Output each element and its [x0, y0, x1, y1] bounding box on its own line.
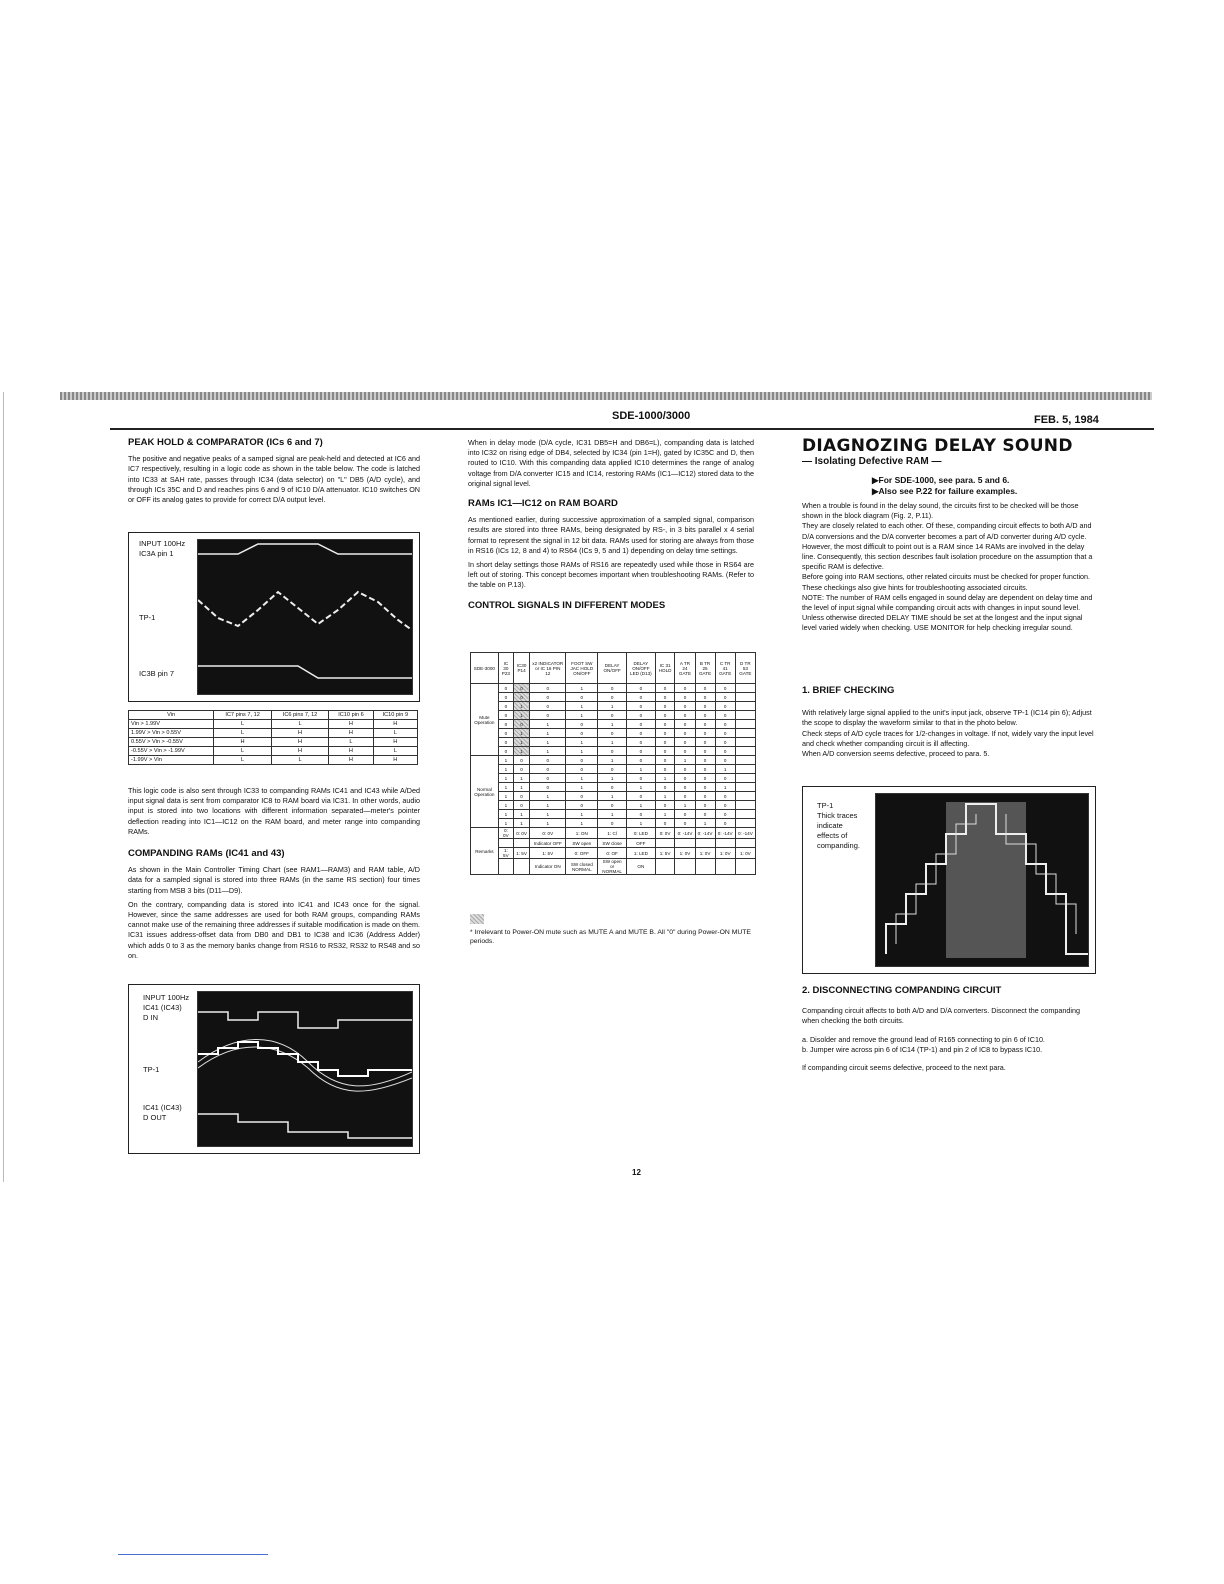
table-row: -0.55V > Vin > -1.99V L H H L [129, 747, 418, 756]
table-header: IC6 pins 7, 12 [271, 711, 328, 720]
table-header: SDE-3000 [471, 653, 499, 684]
scope-label: effects of [817, 831, 848, 840]
paragraph: When A/D conversion seems defective, proceed to para. 5. [802, 749, 990, 759]
table-row: 0 1 1 1 0 0 0 0 0 0 [471, 747, 756, 756]
table-row: Mute Operation 0 0 0 1 0 0 0 0 0 0 [471, 684, 756, 693]
left-column [128, 438, 420, 509]
table-row: 1 0 1 0 1 0 1 0 0 0 [471, 792, 756, 801]
table-header: IC10 pin 9 [373, 711, 417, 720]
table-row: Vin > 1.99V L L H H [129, 720, 418, 729]
paragraph: The positive and negative peaks of a samped signal are peak-held and detected at IC6 and IC7 respectively, resulting in a logic code as shown in the table below. The code is latched into IC33 at SAH rate, passes through IC34 (data selector) on "L" DB5 (A/D cycle), and through ICs 35C and D and reaches pins 6 and 9 of IC10 D/A attenuator. IC10 switches ON or OFF its analog gates to provide for correct D/A output level. [128, 454, 420, 505]
table-header: C TR 41 GATE [715, 653, 735, 684]
table-row: Indicator ON SW closed NORMAL SW open or NORMAL ON [471, 859, 756, 875]
table-header: IC 31 HOLD [655, 653, 675, 684]
table-header: A TR 24 GATE [675, 653, 695, 684]
left-column-lower [128, 786, 420, 965]
heading-disconnecting: 2. DISCONNECTING COMPANDING CIRCUIT [802, 985, 1002, 996]
middle-column [468, 438, 754, 617]
heading-peak-hold: PEAK HOLD & COMPARATOR (ICs 6 and 7) [128, 437, 323, 448]
scope-label: INPUT 100Hz [139, 539, 186, 548]
scope-label: D IN [143, 1013, 158, 1022]
step-b: b. Jumper wire across pin 6 of IC14 (TP-1) and pin 2 of IC8 to bypass IC10. [802, 1044, 1043, 1054]
heading-rams-board: RAMs IC1—IC12 on RAM BOARD [468, 498, 618, 510]
table-row: 0 1 1 1 1 0 0 0 0 0 [471, 738, 756, 747]
table-header: IC 30 P23 [498, 653, 513, 684]
scope-photo-1 [128, 532, 420, 702]
scope-label: IC41 (IC43) [143, 1103, 182, 1112]
scope-label: indicate [817, 821, 843, 830]
table-row: 1 1 1 1 1 0 1 0 0 0 [471, 810, 756, 819]
paragraph: When a trouble is found in the delay sound, the circuits first to be checked will be those shown in the block diagram (Fig. 2, P.11). [802, 501, 1079, 521]
table-row: 1: 5V 1: 5V 1: 5V 0: OFF 0: OF 1: LED 1: 5V 1: 0V 1: 0V 1: 0V 1: 0V [471, 848, 756, 859]
paragraph: In short delay settings those RAMs of RS16 are repeatedly used while those in RS64 are left out of storing. This concept becomes important when troubleshooting RAMs. (Refer to the table on P.13). [468, 560, 754, 590]
scope-label: IC3A pin 1 [139, 549, 174, 558]
waveform-trace [198, 992, 412, 1146]
control-signals-table [470, 652, 756, 875]
table-row: 0 0 1 0 1 0 0 0 0 0 [471, 720, 756, 729]
table-header: IC10 pin 6 [329, 711, 373, 720]
table-row: Normal Operation 1 0 0 0 1 0 0 1 0 0 [471, 756, 756, 765]
top-band [60, 392, 1152, 400]
paragraph: Before going into RAM sections, other related circuits must be checked for proper function. These checkings also give hints for troubleshooting associated circuits. [802, 572, 1091, 592]
row-group-label: Normal Operation [471, 756, 499, 828]
table-header: D TR 53 GATE [735, 653, 755, 684]
waveform-trace [198, 540, 412, 694]
header-title: SDE-1000/3000 [612, 410, 691, 422]
scope-screen [197, 991, 413, 1147]
step-a: a. Disolder and remove the ground lead of R165 connecting to pin 6 of IC10. [802, 1034, 1045, 1044]
header-date: FEB. 5, 1984 [1034, 414, 1099, 426]
page-edge [3, 392, 4, 1182]
paragraph: On the contrary, companding data is stored into IC41 and IC43 once for the signal. However, since the same addresses are used for both RAM groups, companding RAMs cannot make use of the remaining three addresses if suitable modification is made on them. IC31 issues address-offset data from DB0 and DB1 to IC38 and IC36 (Address Adder) which adds 0 to 3 as the memory banks change from RS16 to RS32, RS32 to RS48 and so on. [128, 899, 420, 960]
heading-brief-checking: 1. BRIEF CHECKING [802, 685, 895, 696]
section-subtitle: — Isolating Defective RAM — [802, 456, 942, 467]
header-rule [110, 428, 1154, 430]
scope-label: TP-1 [143, 1065, 160, 1074]
logic-code-table [128, 710, 418, 765]
heading-companding-rams: COMPANDING RAMs (IC41 and 43) [128, 848, 285, 860]
table-row: 0 1 1 0 0 0 0 0 0 0 [471, 729, 756, 738]
right-column [802, 436, 1142, 634]
scope-label: TP-1 [139, 613, 156, 622]
paragraph: As shown in the Main Controller Timing Chart (see RAM1—RAM3) and RAM table, A/D data for a sampled signal is stored into three RAMs (in the same RS section) four times starting from MSB 3 bits (D11—D9). [128, 865, 420, 895]
brief-checking-section [802, 686, 1094, 759]
table-row: 1 1 1 1 0 1 0 0 1 0 [471, 819, 756, 828]
disconnecting-section [802, 986, 1094, 1077]
scope-label: INPUT 100Hz [143, 993, 190, 1002]
table-header: x2 INDICATOR or IC 16 PIN 12 [530, 653, 566, 684]
scope-label: IC3B pin 7 [139, 669, 175, 678]
paragraph: When in delay mode (D/A cycle, IC31 DB5=H and DB6=L), companding data is latched into IC32 on rising edge of DB4, selected by IC34 (pin 1=H), gated by IC35C and D, then routed to IC10. With this companding data applied IC10 determines the range of analog voltage from D/A converter IC15 and IC14, restoring RAMs (IC1—IC12) stored data to the original signal level. [468, 438, 754, 488]
scope-screen [875, 793, 1089, 967]
table-header: FOOT SW JAC HOLD ON/OFF [566, 653, 598, 684]
table-row: 0.55V > Vin > -0.55V H H L H [129, 738, 418, 747]
heading-control-signals: CONTROL SIGNALS IN DIFFERENT MODES [468, 599, 666, 611]
page-number: 12 [632, 1168, 641, 1177]
bottom-rule [118, 1554, 268, 1555]
paragraph: NOTE: The number of RAM cells engaged in sound delay are dependent on delay time and the level of input signal while companding circuit acts with changes in input sound level. Unless otherwise directed DELAY TIME should be set at the longest and the input signal level varied widely when checking. USE MONITOR for help checking irregular sound. [802, 592, 1093, 633]
paragraph: Companding circuit affects to both A/D and D/A converters. Disconnect the companding when checking the both circuits. [802, 1006, 1080, 1026]
intro-text [802, 501, 1094, 634]
paragraph: If companding circuit seems defective, proceed to the next para. [802, 1063, 1006, 1073]
paragraph: As mentioned earlier, during successive approximation of a sampled signal, comparison results are stored into three RAMs, being designated by RS-, in 3 bits parallel x 4 serial format to represent the signal in 12 bit data. RAMs used for storing are always from those in RS16 (ICs 12, 8 and 4) to RS64 (ICs 9, 5 and 1) depending on delay time settings. [468, 515, 754, 555]
table-row: -1.99V > Vin L L H H [129, 756, 418, 765]
table-row: 1 0 1 0 0 1 0 1 0 0 [471, 801, 756, 810]
waveform-trace [876, 794, 1088, 966]
scope-label: TP-1 [817, 801, 834, 810]
row-group-label: Mute Operation [471, 684, 499, 756]
paragraph: With relatively large signal applied to the unit's input jack, observe TP-1 (IC14 pin 6); Adjust the scope to display the waveform similar to that in the photo below. [802, 708, 1092, 728]
table-header: Vin [129, 711, 214, 720]
scope-label: companding. [817, 841, 860, 850]
paragraph: They are closely related to each other. Of these, companding circuit effects to both A/D and D/A conversions and the D/A converter becomes a part of A/D converter during A/D cycle. However, the most difficult to point out is a RAM since 14 RAMs are involved in the delay line. Consequently, this section describes fault isolation procedure on the assumption that a specific RAM is defective. [802, 521, 1093, 572]
table-row: 1 1 0 1 1 0 1 0 0 0 [471, 774, 756, 783]
scope-screen [197, 539, 413, 695]
table-row: 1.99V > Vin > 0.55V L H H L [129, 729, 418, 738]
scope-label: D OUT [143, 1113, 167, 1122]
scope-photo-2 [128, 984, 420, 1154]
scope-photo-3 [802, 786, 1096, 974]
table-row: Indicator OFF SW open SW close OFF [471, 839, 756, 848]
scope-label: Thick traces [817, 811, 858, 820]
table-row: 0 1 0 1 0 0 0 0 0 0 [471, 711, 756, 720]
table-row: 0 1 0 1 1 0 0 0 0 0 [471, 702, 756, 711]
section-title: DIAGNOZING DELAY SOUND [802, 436, 1073, 456]
table-row: Remarks 0: 0V 0: 0V 0: 0V 1: ON 1: Cl 0: LED 0: 0V 0: -14V 0: -14V 0: -14V 0: -14V [471, 828, 756, 839]
shaded-legend-swatch [470, 914, 484, 924]
table-header: B TR 25 GATE [695, 653, 715, 684]
table-row: 1 1 0 1 0 1 0 0 0 1 [471, 783, 756, 792]
footnote-text: Irrelevant to Power-ON mute such as MUTE A and MUTE B. All "0" during Power-ON MUTE periods. [470, 929, 751, 945]
table-header: IC7 pins 7, 12 [214, 711, 271, 720]
table-row: 1 0 0 0 0 1 0 0 0 1 [471, 765, 756, 774]
row-group-label: Remarks [471, 828, 499, 875]
table-header: IC30 P14 [513, 653, 529, 684]
table-row: 0 0 0 0 0 0 0 0 0 0 [471, 693, 756, 702]
table-header: DELAY ON/OFF LED (D13) [627, 653, 656, 684]
note-sde1000: ▶For SDE-1000, see para. 5 and 6. [872, 475, 1010, 485]
scope-label: IC41 (IC43) [143, 1003, 182, 1012]
table-header: DELAY ON/OFF [598, 653, 627, 684]
note-failure-examples: ▶Also see P.22 for failure examples. [872, 486, 1018, 496]
footnote: * Irrelevant to Power-ON mute such as MUTE A and MUTE B. All "0" during Power-ON MUTE periods. [470, 929, 751, 945]
paragraph: This logic code is also sent through IC33 to companding RAMs IC41 and IC43 while A/Ded input signal data is sent from comparator IC8 to RAM board via IC31. In other words, audio input is stored into two locations with different information separated—meter's pointer deflection reading into IC1—IC12 on the RAM board, and meter range into companding RAMs. [128, 786, 420, 836]
paragraph: Check steps of A/D cycle traces for 1/2-changes in voltage. If not, widely vary the input level and check whether companding circuit is ill affecting. [802, 728, 1094, 748]
